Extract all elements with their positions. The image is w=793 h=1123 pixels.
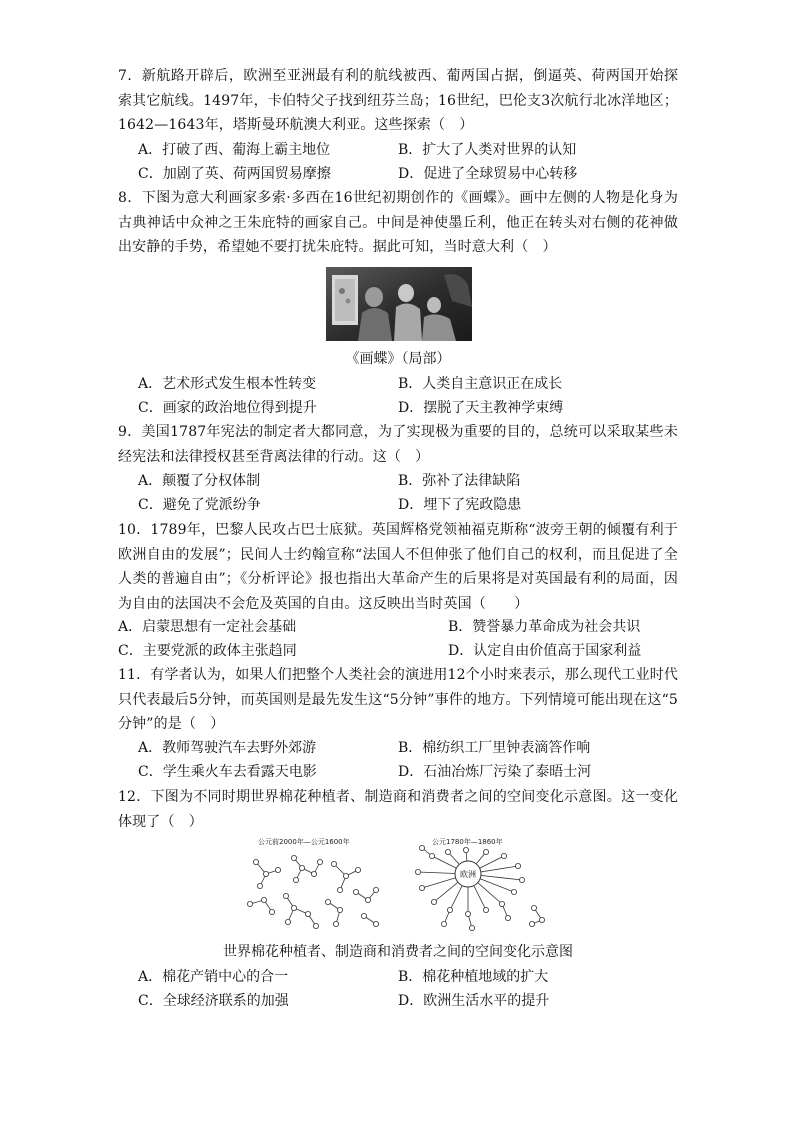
q11-option-d[interactable]: D．石油冶炼厂污染了泰晤士河 (398, 764, 592, 780)
question-8-options (138, 372, 678, 420)
q8-option-b[interactable]: B．人类自主意识正在成长 (398, 376, 563, 392)
question-9-stem: 9．美国1787年宪法的制定者大都同意，为了实现极为重要的目的，总统可以采取某些未经宪法和法律授权甚至背离法律的行动。这（ ） (118, 424, 678, 465)
right-hub-network (415, 845, 544, 930)
question-10-stem: 10．1789年，巴黎人民攻占巴士底狱。英国辉格党领袖福克斯称“波旁王朝的倾覆有利于欧洲自由的发展”；民间人士约翰宣称“法国人不但伸张了他们自己的权利，而且促进了全人类的普遍自由”；《分析评论》报也指出大革命产生的后果将是对英国最有利的局面，因为自由的法国决不会危及英国的自由。这反映出当时英国（ ） (118, 522, 678, 612)
q7-option-b[interactable]: B．扩大了人类对世界的认知 (398, 142, 577, 158)
painting-image (326, 267, 472, 341)
q10-option-b[interactable]: B．赞誉暴力革命成为社会共识 (448, 619, 641, 635)
q7-option-a[interactable]: A．打破了西、葡海上霸主地位 (138, 142, 331, 158)
question-10-options (118, 615, 678, 663)
cotton-diagram-caption: 世界棉花种植者、制造商和消费者之间的空间变化示意图 (223, 944, 573, 960)
q10-option-a[interactable]: A．启蒙思想有一定社会基础 (118, 619, 297, 635)
q11-option-c[interactable]: C．学生乘火车去看露天电影 (138, 764, 317, 780)
q8-option-a[interactable]: A．艺术形式发生根本性转变 (138, 376, 317, 392)
question-12-stem: 12．下图为不同时期世界棉花种植者、制造商和消费者之间的空间变化示意图。这一变化体现了（ ） (118, 789, 678, 830)
q9-option-a[interactable]: A．颠覆了分权体制 (138, 473, 261, 489)
left-scattered-networks (247, 855, 378, 928)
q8-option-c[interactable]: C．画家的政治地位得到提升 (138, 400, 317, 416)
question-7-options (138, 138, 678, 186)
cotton-network-svg (236, 834, 556, 938)
q7-option-c[interactable]: C．加剧了英、荷两国贸易摩擦 (138, 166, 331, 182)
q11-option-a[interactable]: A．教师驾驶汽车去野外郊游 (138, 740, 317, 756)
q12-option-a[interactable]: A．棉花产销中心的合一 (138, 969, 289, 985)
q8-option-d[interactable]: D．摆脱了天主教神学束缚 (398, 400, 564, 416)
q7-option-d[interactable]: D．促进了全球贸易中心转移 (398, 166, 578, 182)
painting-illustration (326, 267, 472, 341)
question-11-options (138, 736, 678, 784)
q9-option-d[interactable]: D．埋下了宪政隐患 (398, 497, 522, 513)
q9-option-c[interactable]: C．避免了党派纷争 (138, 497, 261, 513)
diagram-left-label: 公元前2000年—公元1600年 (258, 838, 350, 846)
question-12-options (138, 965, 678, 1013)
question-8-stem: 8．下图为意大利画家多索·多西在16世纪初期创作的《画蝶》。画中左侧的人物是化身为古典神话中众神之王朱庇特的画家自己。中间是神使墨丘利，他正在转头对右侧的花神做出安静的手势，希望她不要打扰朱庇特。据此可知，当时意大利（ ） (118, 190, 678, 255)
q12-option-b[interactable]: B．棉花种植地域的扩大 (398, 969, 549, 985)
q12-option-c[interactable]: C．全球经济联系的加强 (138, 993, 289, 1009)
question-11-stem: 11．有学者认为，如果人们把整个人类社会的演进用12个小时来表示，那么现代工业时代只代表最后5分钟，而英国则是最先发生这“5分钟”事件的地方。下列情境可能出现在这“5分钟”的是（ ） (118, 667, 678, 732)
q10-option-d[interactable]: D．认定自由价值高于国家利益 (448, 643, 642, 659)
painting-caption: 《画蝶》（局部） (345, 351, 451, 367)
question-9-options (138, 469, 678, 517)
q10-option-c[interactable]: C．主要党派的政体主张趋同 (118, 643, 297, 659)
q9-option-b[interactable]: B．弥补了法律缺陷 (398, 473, 521, 489)
europe-hub-label: 欧洲 (460, 870, 476, 879)
q12-option-d[interactable]: D．欧洲生活水平的提升 (398, 993, 550, 1009)
question-7-stem: 7．新航路开辟后，欧洲至亚洲最有利的航线被西、葡两国占据，倒逼英、荷两国开始探索其它航线。1497年，卡伯特父子找到纽芬兰岛；16世纪，巴伦支3次航行北冰洋地区；1642—1643年，塔斯曼环航澳大利亚。这些探索（ ） (118, 68, 678, 133)
q11-option-b[interactable]: B．棉纺织工厂里钟表滴答作响 (398, 740, 591, 756)
diagram-right-label: 公元1780年—1860年 (432, 838, 503, 846)
cotton-network-diagram (236, 834, 556, 938)
